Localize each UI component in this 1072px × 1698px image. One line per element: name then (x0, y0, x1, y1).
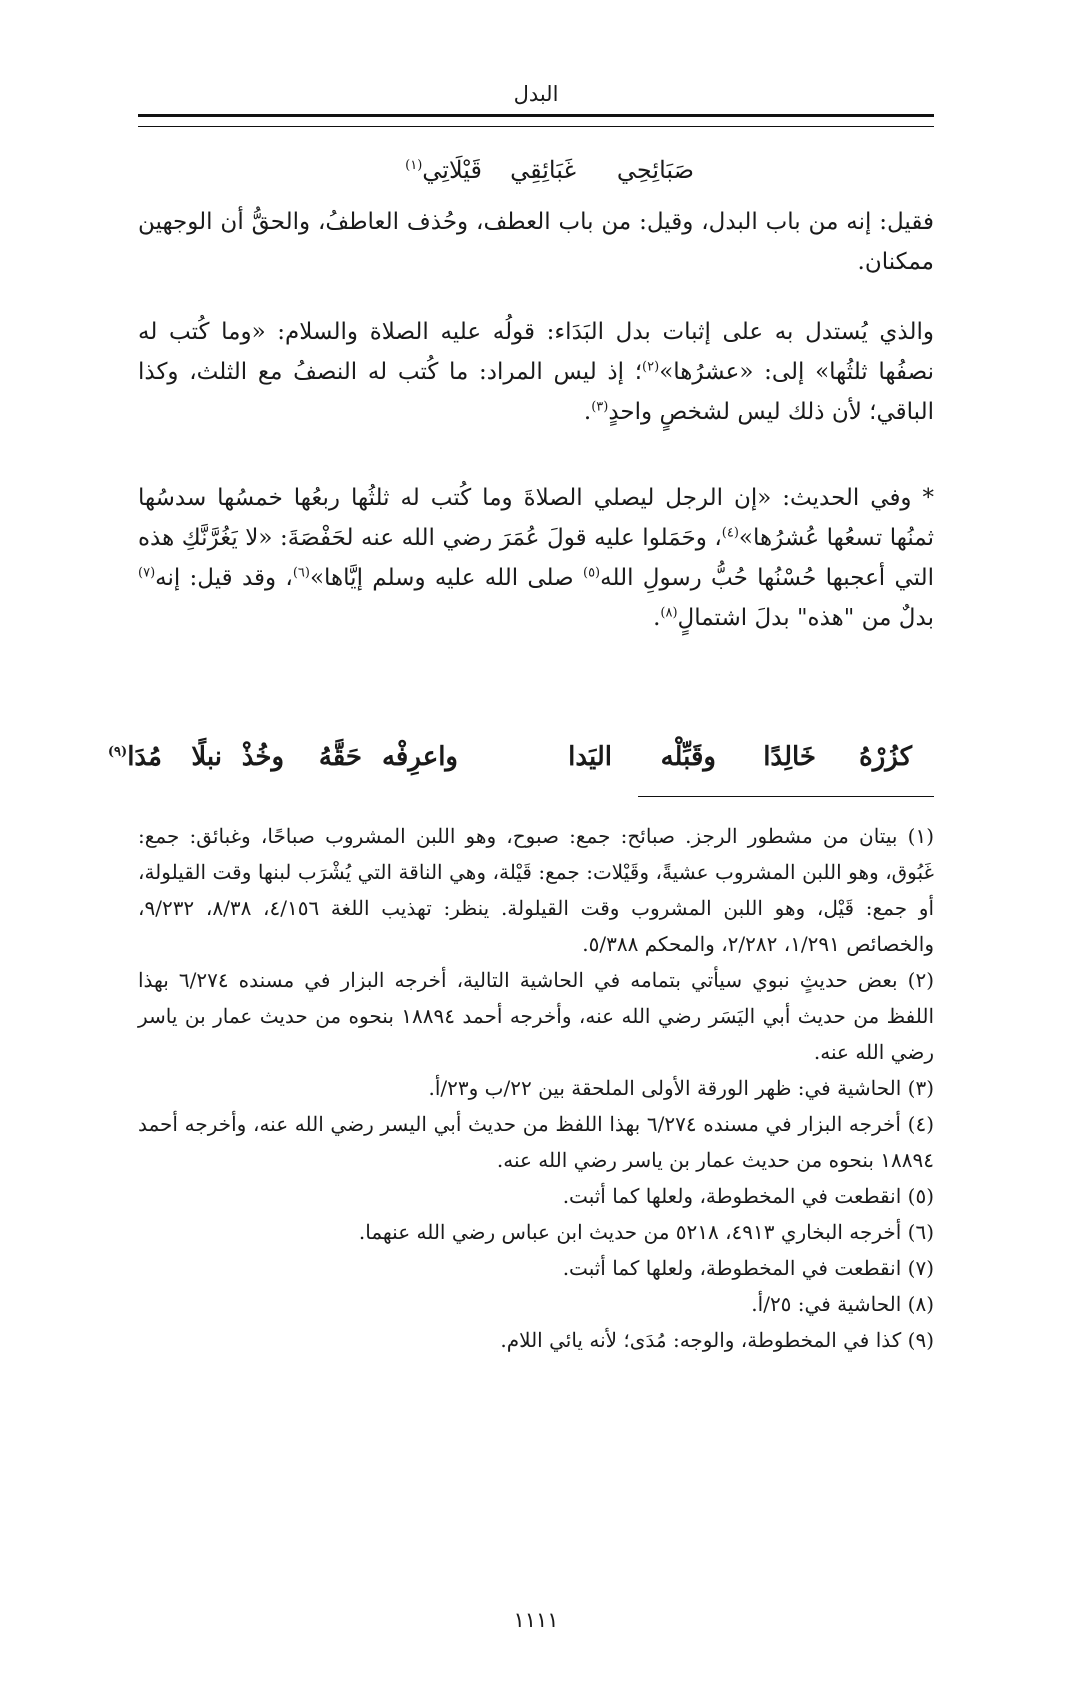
footnote-ref-8: (٨) (660, 605, 678, 621)
paragraph-3 (138, 478, 934, 638)
paragraph-2-part-a: والذي يُستدل به على إثبات بدل البَدَاء: قولُه عليه الصلاة والسلام: «وما كُتب له نصفُها ثلثُها» إلى: «عشرُها» (138, 319, 934, 385)
poem-word-9 (108, 742, 162, 772)
paragraph-3-part-e: بدلٌ من "هذه" بدلَ اشتمالٍ (677, 605, 934, 631)
footnote-ref-6: (٦) (292, 565, 310, 581)
header-rule-thin (138, 126, 934, 127)
footnote-ref-5: (٥) (582, 565, 601, 581)
paragraph-2-part-c: . (583, 399, 592, 425)
running-title: البدل (513, 82, 559, 106)
footnote-7: (٧) انقطعت في المخطوطة، ولعلها كما أثبت. (562, 1256, 934, 1280)
paragraph-3-part-a: * وفي الحديث: «إن الرجل ليصلي الصلاةَ وما كُتب له ثلثُها ربعُها خمسُها سدسُها ثمنُها تسعُها عُشرُها» (138, 485, 934, 551)
paragraph-2-part-b: ؛ إذ ليس المراد: ما كُتب له النصفُ مع الثلث، وكذا الباقي؛ لأن ذلك ليس لشخصٍ واحدٍ (138, 359, 934, 425)
paragraph-3-part-f: . (653, 605, 661, 631)
paragraph-1 (138, 202, 934, 282)
footnote-separator (638, 796, 934, 797)
footnote-ref-4: (٤) (721, 525, 739, 541)
footnote-ref-7: (٧) (138, 565, 156, 581)
poem-word-3: وقَبِّلْه (660, 742, 716, 772)
poem-word-2: خَالِدًا (763, 742, 816, 772)
poem-word-1: كزُرْهُ (859, 742, 912, 772)
header-rule-thick (138, 114, 934, 117)
poem-word-7: وخُذْ (241, 742, 284, 772)
poem-word-9-text: مُدَا (127, 742, 162, 772)
paragraph-3-part-c: صلى الله عليه وسلم إيَّاها» (309, 565, 583, 591)
poem-word-6: حَقَّهُ (318, 742, 362, 772)
verse-word-3-text: قَيْلَاتِي (422, 156, 482, 184)
footnote-5: (٥) انقطعت في المخطوطة، ولعلها كما أثبت. (562, 1184, 934, 1208)
footnote-3: (٣) الحاشية في: ظهر الورقة الأولى الملحقة بين ٢٢/ب و٢٣/أ. (428, 1076, 934, 1100)
footnote-8: (٨) الحاشية في: ٢٥/أ. (751, 1292, 934, 1316)
paragraph-1-text: فقيل: إنه من باب البدل، وقيل: من باب العطف، وحُذف العاطفُ، والحقُّ أن الوجهين ممكنان. (138, 209, 934, 275)
poem-word-4: اليَدا (568, 742, 612, 772)
footnote-6: (٦) أخرجه البخاري ٤٩١٣، ٥٢١٨ من حديث ابن عباس رضي الله عنهما. (358, 1220, 934, 1244)
footnote-1: (١) بيتان من مشطور الرجز. صبائح: جمع: صبوح، وهو اللبن المشروب صباحًا، وغبائق: جمع: غَبُوق، وهو اللبن المشروب عشيةً، وقَيْلات: جمع: قَيْلة، وهي الناقة التي يُشْرَب لبنها وقت القيلولة، أو جمع: قَيْل، وهو اللبن المشروب وقت القيلولة. ينظر: تهذيب اللغة ٤/١٥٦، ٨/٣٨، ٩/٢٣٢، والخصائص ١/٢٩١، ٢/٢٨٢، والمحكم ٥/٣٨٨. (138, 824, 935, 956)
footnote-ref-9: (٩) (107, 744, 128, 760)
page-number: ١١١١ (513, 1608, 559, 1632)
footnote-ref-3: (٣) (591, 399, 609, 415)
footnote-ref-1: (١) (405, 158, 423, 173)
paragraph-3-part-d: ، وقد قيل: إنه (155, 565, 293, 591)
footnote-ref-2: (٢) (642, 359, 660, 375)
footnotes (138, 818, 934, 1358)
poem-word-5: واعرِفْه (381, 742, 458, 772)
footnote-9: (٩) كذا في المخطوطة، والوجه: مُدَى؛ لأنه يائي اللام. (500, 1328, 934, 1352)
paragraph-3-part-b: ، وحَمَلوا عليه قولَ عُمَرَ رضي الله عنه لحَفْصَةَ: «لا يَغُرَّنَّكِ هذه التي أعجبها حُسْنُها حُبُّ رسولِ الله (138, 525, 934, 591)
verse-word-1: صَبَائِحِي (616, 156, 694, 184)
footnote-2: (٢) بعض حديثٍ نبوي سيأتي بتمامه في الحاشية التالية، أخرجه البزار في مسنده ٦/٢٧٤ بهذا اللفظ من حديث أبي اليَسَر رضي الله عنه، وأخرجه أحمد ١٨٨٩٤ بنحوه من حديث عمار بن ياسر رضي الله عنه. (138, 968, 934, 1064)
paragraph-2 (138, 312, 934, 432)
footnote-4: (٤) أخرجه البزار في مسنده ٦/٢٧٤ بهذا اللفظ من حديث أبي اليسر رضي الله عنه، وأخرجه أحمد ١٨٨٩٤ بنحوه من حديث عمار بن ياسر رضي الله عنه. (138, 1112, 934, 1172)
verse-word-3 (405, 156, 482, 184)
verse-word-2: غَبَائِقِي (510, 156, 576, 184)
poem-word-8: نبلًا (191, 742, 222, 772)
